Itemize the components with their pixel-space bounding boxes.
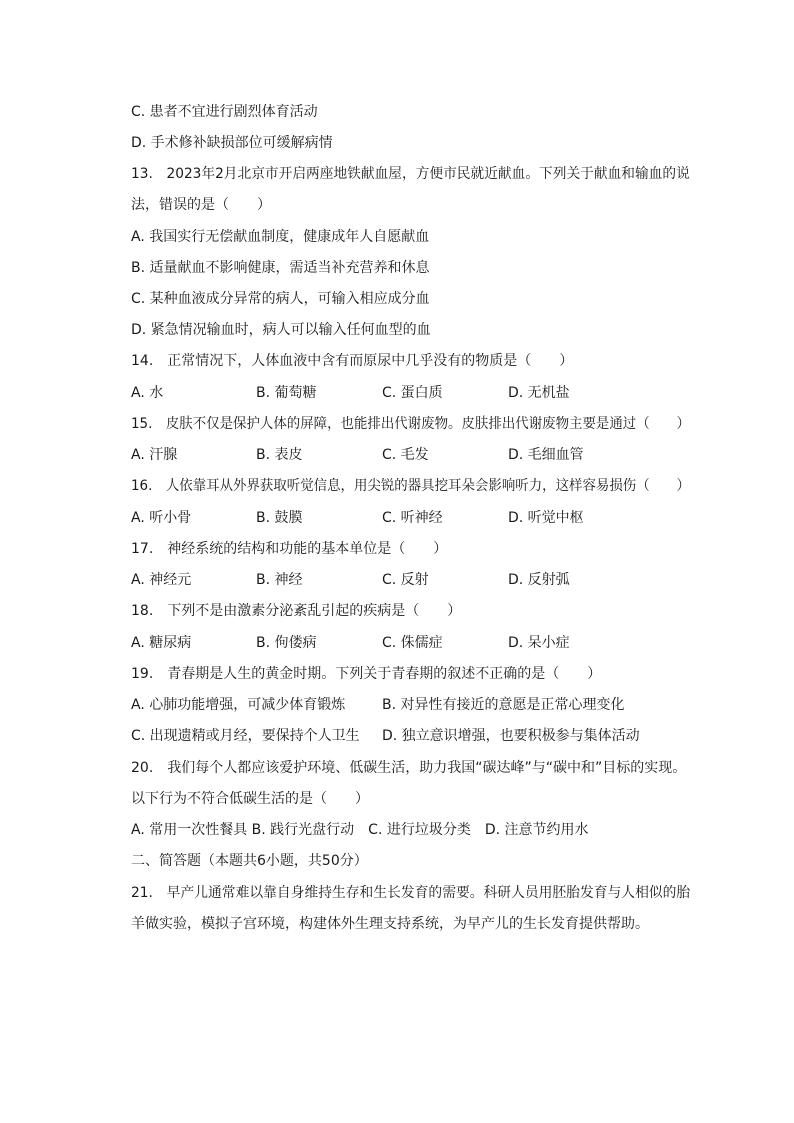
q18-option-d: D. 呆小症	[508, 635, 570, 651]
q20-stem: 20. 我们每个人都应该爱护环境、低碳生活，助力我国“碳达峰”与“碳中和”目标的实现。	[131, 760, 687, 776]
q16-option-a: A. 听小骨	[131, 510, 192, 526]
q21-stem-cont: 羊做实验，模拟子宫环境，构建体外生理支持系统，为早产儿的生长发育提供帮助。	[131, 916, 649, 932]
q20-stem-cont: 以下行为不符合低碳生活的是（ ）	[131, 791, 369, 807]
q14-option-b: B. 葡萄糖	[256, 385, 317, 401]
q19-option-a: A. 心肺功能增强，可减少体育锻炼	[131, 697, 346, 713]
q16-stem: 16. 人依靠耳从外界获取听觉信息，用尖锐的器具挖耳朵会影响听力，这样容易损伤（ ）	[131, 478, 690, 494]
q15-option-b: B. 表皮	[256, 447, 303, 463]
q17-option-b: B. 神经	[256, 572, 303, 588]
q13-option-c: C. 某种血液成分异常的病人，可输入相应成分血	[131, 291, 430, 307]
q17-option-a: A. 神经元	[131, 572, 192, 588]
q16-option-d: D. 听觉中枢	[508, 510, 584, 526]
q19-option-c: C. 出现遗精或月经，要保持个人卫生	[131, 728, 360, 744]
q16-option-c: C. 听神经	[382, 510, 443, 526]
q15-option-c: C. 毛发	[382, 447, 429, 463]
q14-option-a: A. 水	[131, 385, 164, 401]
q18-option-c: C. 侏儒症	[382, 635, 443, 651]
q15-stem: 15. 皮肤不仅是保护人体的屏障，也能排出代谢废物。皮肤排出代谢废物主要是通过（ ）	[131, 416, 690, 432]
q20-options: A. 常用一次性餐具 B. 践行光盘行动 C. 进行垃圾分类 D. 注意节约用水	[131, 822, 589, 838]
q15-option-d: D. 毛细血管	[508, 447, 584, 463]
q17-option-c: C. 反射	[382, 572, 429, 588]
q14-stem: 14. 正常情况下，人体血液中含有而原尿中几乎没有的物质是（ ）	[131, 353, 574, 369]
q16-option-b: B. 鼓膜	[256, 510, 303, 526]
q13-stem-cont: 法，错误的是（ ）	[131, 197, 271, 213]
q14-option-c: C. 蛋白质	[382, 385, 443, 401]
q18-option-a: A. 糖尿病	[131, 635, 192, 651]
q12-option-d: D. 手术修补缺损部位可缓解病情	[131, 135, 333, 151]
q17-option-d: D. 反射弧	[508, 572, 570, 588]
q15-option-a: A. 汗腺	[131, 447, 178, 463]
q17-stem: 17. 神经系统的结构和功能的基本单位是（ ）	[131, 541, 448, 557]
q21-stem: 21. 早产儿通常难以靠自身维持生存和生长发育的需要。科研人员用胚胎发育与人相似的胎	[131, 885, 691, 901]
q14-option-d: D. 无机盐	[508, 385, 570, 401]
q19-option-b: B. 对异性有接近的意愿是正常心理变化	[382, 697, 625, 713]
q13-option-a: A. 我国实行无偿献血制度，健康成年人自愿献血	[131, 229, 430, 245]
q12-option-c: C. 患者不宜进行剧烈体育活动	[131, 104, 318, 120]
q18-option-b: B. 佝偻病	[256, 635, 317, 651]
q13-stem: 13. 2023年2月北京市开启两座地铁献血屋，方便市民就近献血。下列关于献血和输血的说	[131, 166, 690, 182]
q19-stem: 19. 青春期是人生的黄金时期。下列关于青春期的叙述不正确的是（ ）	[131, 666, 602, 682]
q19-option-d: D. 独立意识增强，也要积极参与集体活动	[382, 728, 640, 744]
q13-option-b: B. 适量献血不影响健康，需适当补充营养和休息	[131, 260, 430, 276]
section-heading: 二、简答题（本题共6小题，共50分）	[131, 853, 368, 869]
q13-option-d: D. 紧急情况输血时，病人可以输入任何血型的血	[131, 322, 431, 338]
q18-stem: 18. 下列不是由激素分泌紊乱引起的疾病是（ ）	[131, 603, 462, 619]
